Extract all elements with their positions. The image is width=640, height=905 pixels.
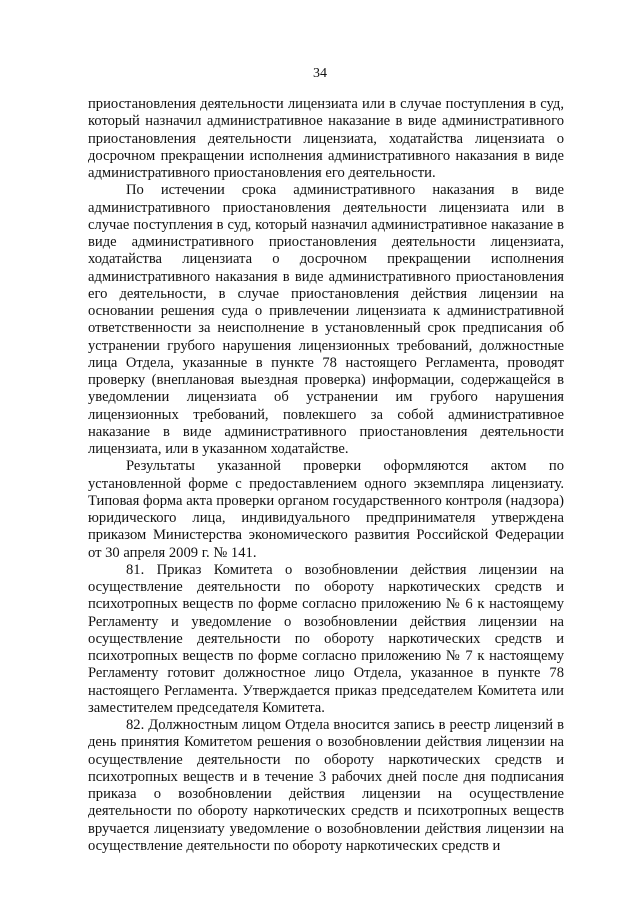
paragraph-item-81: 81. Приказ Комитета о возобновлении действия лицензии на осуществление деятельности по обороту наркотических средств и психотропных веществ по форме согласно приложению № 6 к настоящему Регламенту и уведомление о возобновлении действия лицензии на осуществление деятельности по обороту наркотических средств и психотропных веществ по форме согласно приложению № 7 к настоящему Регламенту готовит должностное лицо Отдела, указанное в пункте 78 настоящего Регламента. Утверждается приказ председателем Комитета или заместителем председателя Комитета. (88, 561, 564, 716)
page-number: 34 (313, 66, 327, 81)
paragraph: Результаты указанной проверки оформляются актом по установленной форме с предоставлением одного экземпляра лицензиату. Типовая форма акта проверки органом государственного контроля (надзора) юридического лица, индивидуального предпринимателя утверждена приказом Министерства экономического развития Российской Федерации от 30 апреля 2009 г. № 141. (88, 458, 564, 561)
paragraph: По истечении срока административного наказания в виде административного приостановления деятельности лицензиата или в случае поступления в суд, который назначил административное наказание в виде административного приостановления деятельности лицензиата, ходатайства лицензиата о досрочном прекращении исполнения административного наказания в виде административного приостановления его деятельности, в случае приостановления действия лицензии на основании решения суда о привлечении лицензиата к административной ответственности за неисполнение в установленный срок предписания об устранении грубого нарушения лицензионных требований, должностные лица Отдела, указанные в пункте 78 настоящего Регламента, проводят проверку (внеплановая выездная проверка) информации, содержащейся в уведомлении лицензиата об устранении им грубого нарушения лицензионных требований, повлекшего за собой административное наказание в виде административного приостановления деятельности лицензиата, или в указанном ходатайстве. (88, 182, 564, 457)
document-body (88, 96, 564, 855)
paragraph-item-82: 82. Должностным лицом Отдела вносится запись в реестр лицензий в день принятия Комитетом решения о возобновлении действия лицензии на осуществление деятельности по обороту наркотических средств и психотропных веществ и в течение 3 рабочих дней после дня подписания приказа о возобновлении действия лицензии на осуществление деятельности по обороту наркотических средств и психотропных веществ вручается лицензиату уведомление о возобновлении действия лицензии на осуществление деятельности по обороту наркотических средств и (88, 717, 564, 854)
paragraph-continuation: приостановления деятельности лицензиата или в случае поступления в суд, который назначил административное наказание в виде административного приостановления деятельности лицензиата, ходатайства лицензиата о досрочном прекращении исполнения административного наказания в виде административного приостановления его деятельности. (88, 96, 564, 181)
